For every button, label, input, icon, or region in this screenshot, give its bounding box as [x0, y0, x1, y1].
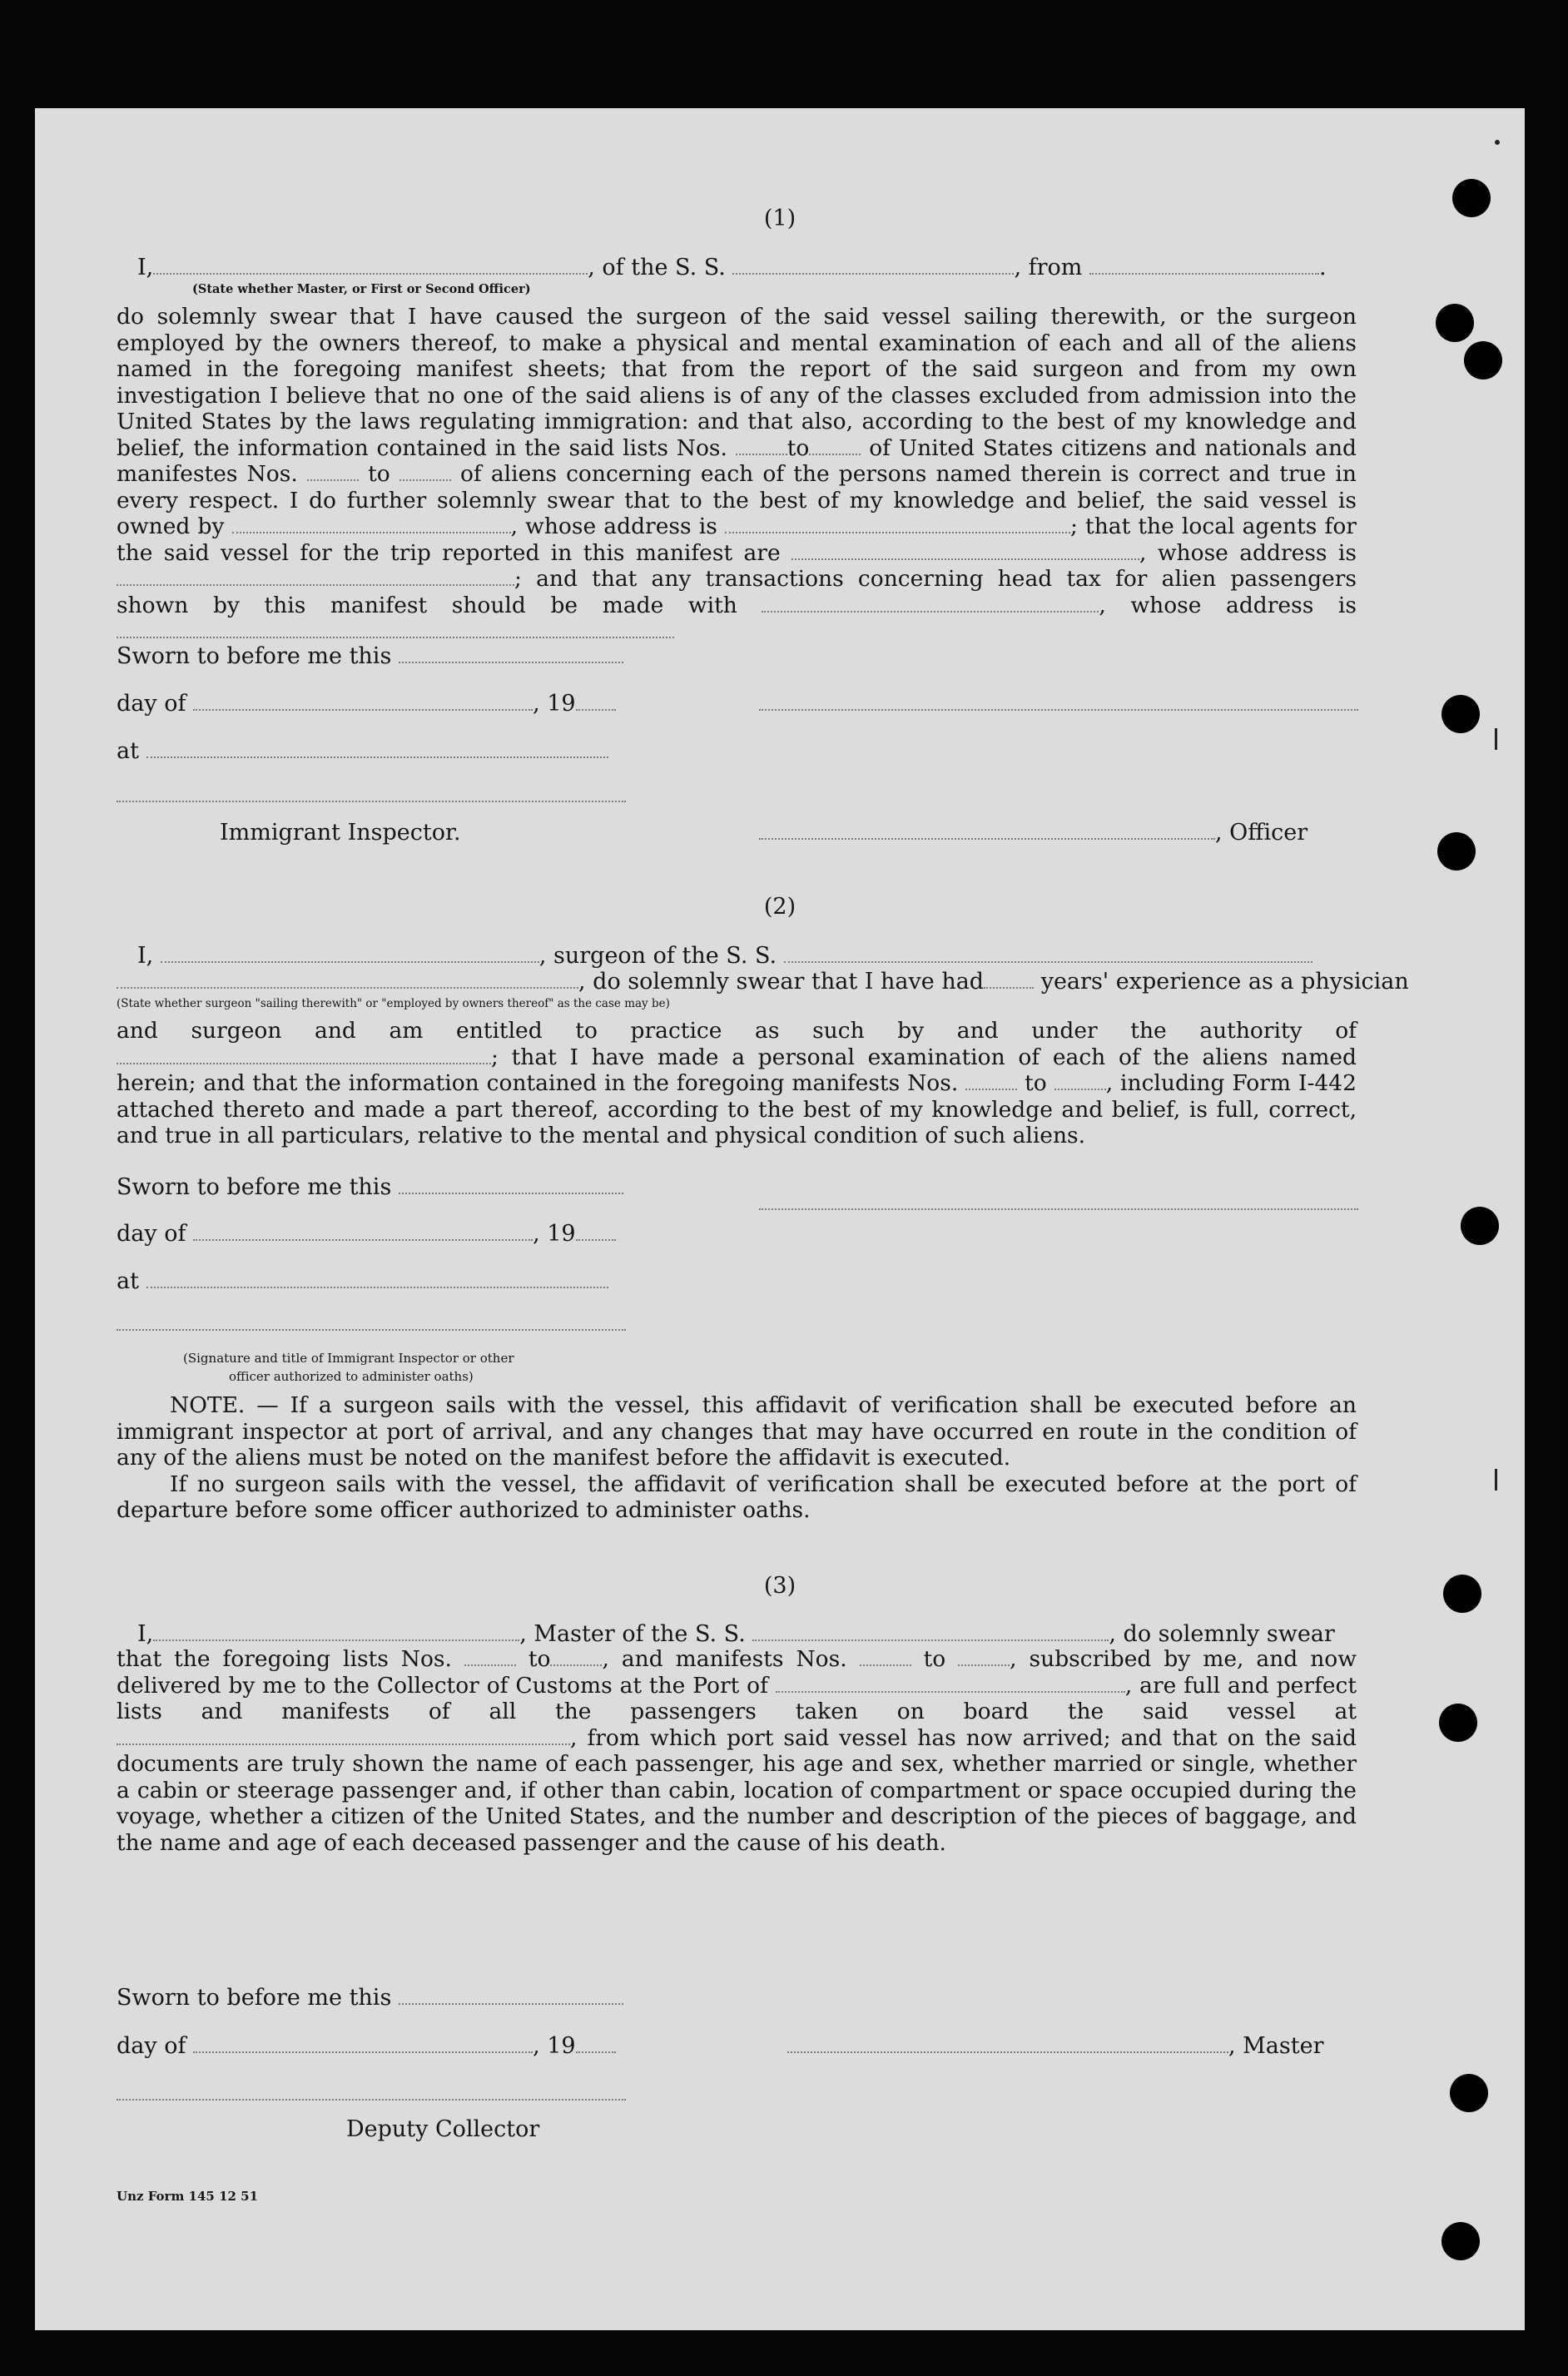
swear-label: , do solemnly swear that I have had: [578, 969, 985, 995]
alien-manifests-to-field[interactable]: [399, 461, 451, 481]
master-ship-field[interactable]: [752, 1621, 1109, 1641]
years-label: years' experience as a physician: [1040, 969, 1409, 995]
note-2: If no surgeon sails with the vessel, the affidavit of verification shall be executed before at the port of departure before some officer authorized to administer oaths.: [117, 1471, 1357, 1523]
sworn-month-field[interactable]: [193, 1221, 533, 1241]
to-label: to: [1025, 1070, 1047, 1096]
deputy-signature-line[interactable]: [117, 2081, 626, 2106]
period: .: [1319, 255, 1327, 280]
sec1-text-a: do solemnly swear that I have caused the surgeon of the said vessel sailing therewith, or the surgeon employed by the owners thereof, to make a physical and mental examination of each and all of the aliens named in the foregoing manifest sheets; that from the report of the said surgeon and from my own investigation I believe that no one of the said aliens is of any of the classes excluded from admission into the United States by the laws regulating immigration: and that also, according to the best of my knowledge and belief, the information contained in the said lists Nos.: [117, 304, 1357, 461]
signature-caption-1: (Signature and title of Immigrant Inspector or other: [183, 1351, 514, 1366]
sworn-year-field[interactable]: [576, 1221, 616, 1241]
sec1-text-c: of aliens concerning each of the persons named therein is correct and true in every respect. I do further solemnly swear that to the best of my knowledge and belief, the said vessel is owned by: [117, 461, 1357, 539]
port-of-embarkation-field[interactable]: [117, 1725, 570, 1745]
sec2-text-c: , including Form I-442 attached thereto and made a part thereof, according to the best of my knowledge and belief, is full, correct, and true in all particulars, relative to the mental and physical condition of such aliens.: [117, 1070, 1357, 1148]
to-label: to: [786, 434, 810, 461]
sworn-label: Sworn to before me this: [117, 1174, 392, 1200]
officer-label: , Officer: [1215, 820, 1308, 846]
officer-signature-line: [759, 820, 1307, 846]
sworn-label: Sworn to before me this: [117, 1985, 392, 2011]
years-experience-field[interactable]: [984, 969, 1034, 989]
section-3-body: [117, 1646, 1357, 1856]
surgeon-label: , surgeon of the S. S.: [538, 943, 777, 969]
pronoun: I,: [137, 943, 154, 969]
binder-hole: [1437, 832, 1476, 871]
binder-hole: [1441, 695, 1480, 733]
owner-address-field[interactable]: [725, 513, 1070, 533]
scan-speck: [1495, 140, 1500, 145]
section-3-oath-line: [137, 1621, 1335, 1647]
sec3-text-d: , are full and perfect lists and manifests of all the passengers taken on board the said vessel at: [117, 1672, 1357, 1724]
local-agents-field[interactable]: [791, 540, 1139, 560]
sec3-text-a: that the foregoing lists Nos.: [117, 1646, 452, 1672]
binder-hole: [1439, 1704, 1477, 1742]
ship-label: , of the S. S.: [588, 255, 726, 280]
year-label: , 19: [533, 2033, 576, 2059]
pronoun: I,: [137, 255, 154, 280]
at-label: at: [117, 738, 139, 764]
note-1: NOTE. — If a surgeon sails with the vessel, this affidavit of verification shall be executed before an immigrant inspector at port of arrival, and any changes that may have occurred en route in the condition of any of the aliens must be noted on the manifest before the affidavit is executed.: [117, 1392, 1357, 1471]
year-label: , 19: [533, 691, 576, 717]
sworn-day-field[interactable]: [399, 643, 623, 663]
binder-hole: [1441, 2222, 1480, 2260]
sworn-day-field[interactable]: [399, 1174, 623, 1194]
sec1-text-d: , whose address is: [510, 513, 717, 539]
section-3-sworn-line: [117, 1985, 623, 2011]
sec1-text-f: , whose address is: [1139, 539, 1357, 566]
master-name-field[interactable]: [153, 1621, 519, 1641]
sworn-month-field[interactable]: [193, 691, 533, 711]
master-label: , Master: [1228, 2033, 1324, 2059]
sec1-text-g: ; and that any transactions concerning head tax for alien passengers shown by this manifest should be made with: [117, 566, 1357, 618]
binder-hole: [1436, 304, 1474, 342]
immigrant-inspector-label: Immigrant Inspector.: [220, 820, 461, 846]
head-tax-address-field[interactable]: [117, 618, 674, 638]
master-signature-line: [787, 2033, 1324, 2059]
section-1-body: [117, 304, 1357, 645]
scan-mark: [1495, 1469, 1497, 1491]
section-2-day-line: [117, 1221, 616, 1247]
us-lists-from-field[interactable]: [736, 435, 787, 455]
ship-name-field[interactable]: [732, 255, 1014, 275]
section-3-day-line: [117, 2033, 616, 2059]
manifests-to-field[interactable]: [1054, 1070, 1106, 1090]
inspector-signature-line-2[interactable]: [117, 1311, 626, 1337]
officer-signature-field[interactable]: [759, 820, 1215, 840]
section-2-sworn-line: [117, 1174, 623, 1200]
swear-label: , do solemnly swear: [1109, 1621, 1335, 1647]
manifests-from-field[interactable]: [965, 1070, 1017, 1090]
sworn-month-field[interactable]: [193, 2033, 533, 2053]
at-label: at: [117, 1268, 139, 1294]
sec3-text-b: , and manifests Nos.: [602, 1646, 847, 1672]
inspector-signature-line[interactable]: [117, 782, 626, 808]
sec2-text-b: ; that I have made a personal examination of each of the aliens named herein; and that the information contained in the foregoing manifests Nos.: [117, 1044, 1357, 1096]
section-1-sworn-line: [117, 643, 623, 669]
authority-field[interactable]: [117, 1044, 491, 1064]
alien-manifests-from-field[interactable]: [307, 461, 359, 481]
binder-hole: [1450, 2074, 1488, 2112]
section-2-number: (2): [763, 894, 796, 920]
sec1-text-e: ; that the local agents for the said vessel for the trip reported in this manifest are: [117, 513, 1357, 566]
sec1-text-h: , whose address is: [1099, 592, 1357, 618]
officer-title-field[interactable]: [153, 255, 588, 275]
day-of-label: day of: [117, 691, 186, 717]
surgeon-name-field[interactable]: [161, 943, 539, 963]
sec1-text-b: of United States citizens and nationals and manifestes Nos.: [117, 434, 1357, 487]
section-1-at-line: [117, 738, 608, 764]
section-2-note: [117, 1392, 1357, 1524]
sworn-year-field[interactable]: [576, 2033, 616, 2053]
owner-field[interactable]: [232, 513, 511, 533]
scan-mark: [1495, 728, 1497, 750]
section-2-at-line: [117, 1268, 608, 1294]
us-lists-to-field[interactable]: [809, 435, 861, 455]
to-label: to: [368, 461, 390, 487]
section-1-oath-line: [137, 255, 1327, 280]
binder-hole: [1443, 1575, 1481, 1613]
surgeon-status-caption: (State whether surgeon "sailing therewith" or "employed by owners thereof" as the case may be): [117, 997, 670, 1010]
sworn-label: Sworn to before me this: [117, 643, 392, 669]
sworn-year-field[interactable]: [576, 691, 616, 711]
sworn-day-field[interactable]: [399, 1985, 623, 2005]
form-code: Unz Form 145 12 51: [117, 2189, 259, 2204]
sworn-place-field[interactable]: [146, 738, 608, 758]
signature-caption-2: officer authorized to administer oaths): [229, 1369, 474, 1384]
binder-hole: [1464, 341, 1502, 379]
form-page: [35, 108, 1525, 2330]
surgeon-signature-line[interactable]: [759, 1190, 1358, 1216]
pronoun: I,: [137, 1621, 154, 1647]
binder-hole: [1461, 1207, 1499, 1245]
section-1-day-line: [117, 691, 616, 717]
master-label: , Master of the S. S.: [519, 1621, 746, 1647]
section-1-number: (1): [763, 206, 796, 231]
officer-signature-line-1[interactable]: [759, 691, 1358, 717]
master-signature-field[interactable]: [787, 2033, 1228, 2053]
sworn-place-field[interactable]: [146, 1268, 608, 1288]
sec3-text-c: , subscribed by me, and now delivered by me to the Collector of Customs at the Port of: [117, 1646, 1357, 1699]
day-of-label: day of: [117, 1221, 186, 1247]
agents-address-field[interactable]: [117, 566, 514, 586]
day-of-label: day of: [117, 2033, 186, 2059]
sec2-text-a: and surgeon and am entitled to practice as such by and under the authority of: [117, 1018, 1357, 1044]
to-label: to: [923, 1646, 946, 1672]
departure-port-field[interactable]: [1089, 255, 1319, 275]
manifests-from-field[interactable]: [860, 1646, 911, 1666]
surgeon-ship-field[interactable]: [784, 943, 1312, 963]
manifests-to-field[interactable]: [958, 1646, 1010, 1666]
binder-hole: [1452, 179, 1491, 217]
deputy-collector-label: Deputy Collector: [346, 2116, 540, 2142]
surgeon-status-field[interactable]: [117, 969, 578, 989]
sec3-text-e: , from which port said vessel has now arrived; and that on the said documents are truly shown the name of each passenger, his age and sex, whether married or single, whether a cabin or steerage passenger and, if other than cabin, location of compartment or space occupied during the voyage, whether a citizen of the United States, and the number and description of the pieces of baggage, and the name and age of each deceased passenger and the cause of his death.: [117, 1724, 1357, 1856]
lists-to-field[interactable]: [550, 1646, 602, 1666]
head-tax-contact-field[interactable]: [762, 593, 1099, 613]
to-label: to: [528, 1646, 551, 1672]
section-2-swear-line: [117, 969, 1409, 995]
section-2-oath-line: [137, 943, 1312, 969]
year-label: , 19: [533, 1221, 576, 1247]
section-3-number: (3): [763, 1573, 796, 1599]
officer-title-caption: (State whether Master, or First or Second Officer): [192, 282, 531, 296]
lists-from-field[interactable]: [464, 1646, 516, 1666]
port-of-arrival-field[interactable]: [776, 1673, 1125, 1693]
from-label: , from: [1014, 255, 1083, 280]
section-2-body: [117, 1018, 1357, 1149]
